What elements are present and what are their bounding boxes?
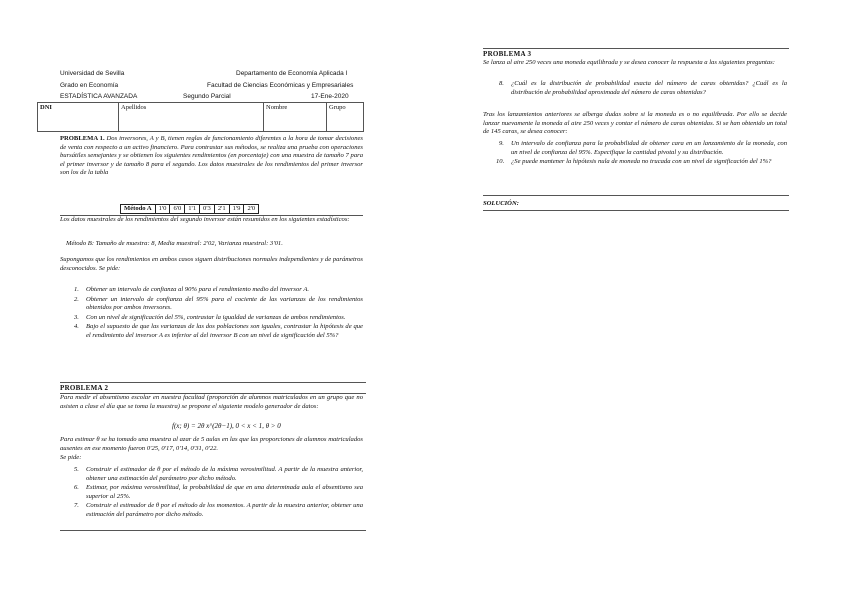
exam-label: Segundo Parcial — [183, 93, 231, 100]
list-item — [499, 140, 787, 157]
dni-cell[interactable] — [38, 103, 119, 132]
department-label: Departamento de Economía Aplicada I — [236, 70, 348, 77]
item-number: 10. — [496, 158, 505, 166]
method-a-value: 1'1 — [185, 205, 200, 214]
method-b-summary: Método B: Tamaño de muestra: 8, Media muestral: 2'02, Varianza muestral: 3'01. — [66, 240, 283, 247]
problem2-title: PROBLEMA 2 — [60, 384, 109, 392]
item-text: Con un nivel de significación del 5%, contrastar la igualdad de varianzas de ambos rendimientos. — [86, 313, 346, 321]
list-item — [496, 158, 787, 167]
group-label: Grupo — [329, 104, 346, 111]
date-label: 17-Ene-2020 — [311, 93, 349, 100]
item-text: ¿Cuál es la distribución de probabilidad exacta del número de caras obtenidas? ¿Cuál es la distribución de probabilidad aproximada del número de caras obtenidas? — [511, 80, 787, 96]
name-label: Nombre — [266, 104, 288, 111]
divider — [483, 210, 789, 211]
item-number: 4. — [74, 323, 79, 331]
problem2-intro: Para medir el absentismo escolar en nuestra facultad (proporción de alumnos matriculados en un grupo que no asisten a clase el día que se toma la muestra) se propone el siguiente modelo generador de datos: — [60, 394, 363, 410]
item-text: Un intervalo de confianza para la probabilidad de obtener cara en un lanzamiento de la moneda, con un nivel de confianza del 95%. Especifique la cantidad pivotal y su distribución. — [511, 140, 787, 156]
method-a-value: 0'3 — [200, 205, 215, 214]
problem3-list-b — [496, 140, 787, 167]
problem1-list — [74, 286, 363, 341]
divider — [483, 195, 789, 196]
faculty-label: Facultad de Ciencias Económicas y Empresariales — [207, 82, 354, 89]
divider — [483, 48, 789, 49]
name-cell[interactable] — [264, 103, 327, 132]
item-number: 7. — [74, 502, 79, 510]
method-a-value: 1'0 — [155, 205, 170, 214]
item-number: 5. — [74, 466, 79, 473]
item-number: 2. — [74, 295, 79, 303]
method-a-value: 2'1 — [214, 205, 229, 214]
problem1-text: Dos inversores, A y B, tienen reglas de funcionamiento diferentes a la hora de tomar decisiones de venta con respecto a un activo financiero. Para contrastar sus métodos, se realiza una prueba con operaciones bursátiles semejantes y se obtienen los siguientes rendimientos (en porcentaje) con una muestra de tamaño 7 para el primer inversor y de tamaño 8 para el segundo. Los datos muestrales de los rendimientos del primer inversor son los de la tabla — [60, 135, 363, 177]
list-item — [74, 286, 363, 295]
item-number: 9. — [499, 140, 504, 147]
list-item — [74, 295, 363, 313]
surnames-label: Apellidos — [121, 104, 147, 111]
item-text: Estimar, por máxima verosimilitud, la probabilidad de que en una determinada aula el absentismo sea superior al 25%. — [86, 484, 363, 500]
group-cell[interactable] — [327, 103, 364, 132]
item-number: 8. — [499, 80, 504, 87]
problem3-middle: Tras los lanzamientos anteriores se alberga dudas sobre si la moneda es o no equilibrada. Por ello se decide lanzar nuevamente la moneda al aire 250 veces y contar el número de caras obtenidas. Si se han obtenido un total de 145 caras, se desea conocer: — [483, 111, 787, 136]
item-number: 6. — [74, 484, 79, 492]
problem1-title: PROBLEMA 1. — [60, 135, 105, 142]
problem2-ask: Se pide: — [60, 454, 82, 461]
dni-label: DNI — [40, 104, 52, 111]
divider — [60, 530, 366, 531]
list-item — [74, 313, 363, 323]
list-item — [74, 323, 363, 340]
university-label: Universidad de Sevilla — [60, 70, 125, 77]
problem3-list-a — [499, 80, 787, 97]
item-text: ¿Se puede mantener la hipótesis nula de moneda no trucada con un nivel de significación del 1%? — [511, 158, 772, 166]
divider — [60, 382, 366, 383]
item-text: Construir el estimador de θ por el método de la máxima verosimilitud. A partir de la muestra anterior, obtener una estimación del parámetro por dicho método. — [86, 466, 363, 482]
method-a-value: 6'0 — [170, 205, 185, 214]
density-formula: f(x; θ) = 2θ x^(2θ−1), 0 < x < 1, θ > 0 — [172, 422, 281, 430]
method-a-table — [120, 204, 259, 214]
problem1-intro — [60, 135, 363, 178]
item-text: Obtener un intervalo de confianza del 95% para el cociente de las varianzas de los rendimientos obtenidos por ambos inversores. — [86, 295, 363, 312]
method-a-value: 2'0 — [244, 205, 259, 214]
list-item — [74, 502, 363, 519]
degree-label: Grado en Economía — [60, 82, 119, 89]
item-text: Obtener un intervalo de confianza al 90% para el rendimiento medio del inversor A. — [86, 286, 310, 293]
course-label: ESTADÍSTICA AVANZADA — [60, 93, 138, 100]
problem3-title: PROBLEMA 3 — [483, 50, 532, 58]
solution-heading: SOLUCIÓN: — [483, 200, 519, 207]
problem3-intro: Se lanza al aire 250 veces una moneda equilibrada y se desea conocer la respuesta a las siguientes preguntas: — [483, 59, 775, 66]
method-a-label: Método A — [121, 205, 156, 214]
item-number: 3. — [74, 313, 79, 321]
student-id-table — [37, 102, 364, 132]
problem2-list — [74, 466, 363, 520]
item-number: 1. — [74, 286, 79, 293]
list-item — [499, 80, 787, 97]
list-item — [74, 484, 363, 501]
problem1-assumption: Supongamos que los rendimientos en ambos casos siguen distribuciones normales independientes y de parámetros desconocidos. Se pide: — [60, 256, 363, 272]
item-text: Construir el estimador de θ por el método de los momentos. A partir de la muestra anterior, obtener una estimación del parámetro por dicho método. — [86, 502, 363, 518]
surnames-cell[interactable] — [119, 103, 264, 132]
method-a-value: 1'9 — [229, 205, 244, 214]
problem2-sample: Para estimar θ se ha tomado una muestra al azar de 5 aulas en las que las proporciones de alumnos matriculados ausentes en ese momento fueron 0'25, 0'17, 0'14, 0'31, 0'22. — [60, 436, 363, 452]
list-item — [74, 466, 363, 483]
problem1-after-table: Los datos muestrales de los rendimientos del segundo inversor están resumidos en los siguientes estadísticos: — [60, 216, 350, 223]
item-text: Bajo el supuesto de que las varianzas de las dos poblaciones son iguales, contrastar la hipótesis de que el rendimiento del inversor A es inferior al del inversor B con un nivel de significación del 5%? — [86, 323, 363, 339]
